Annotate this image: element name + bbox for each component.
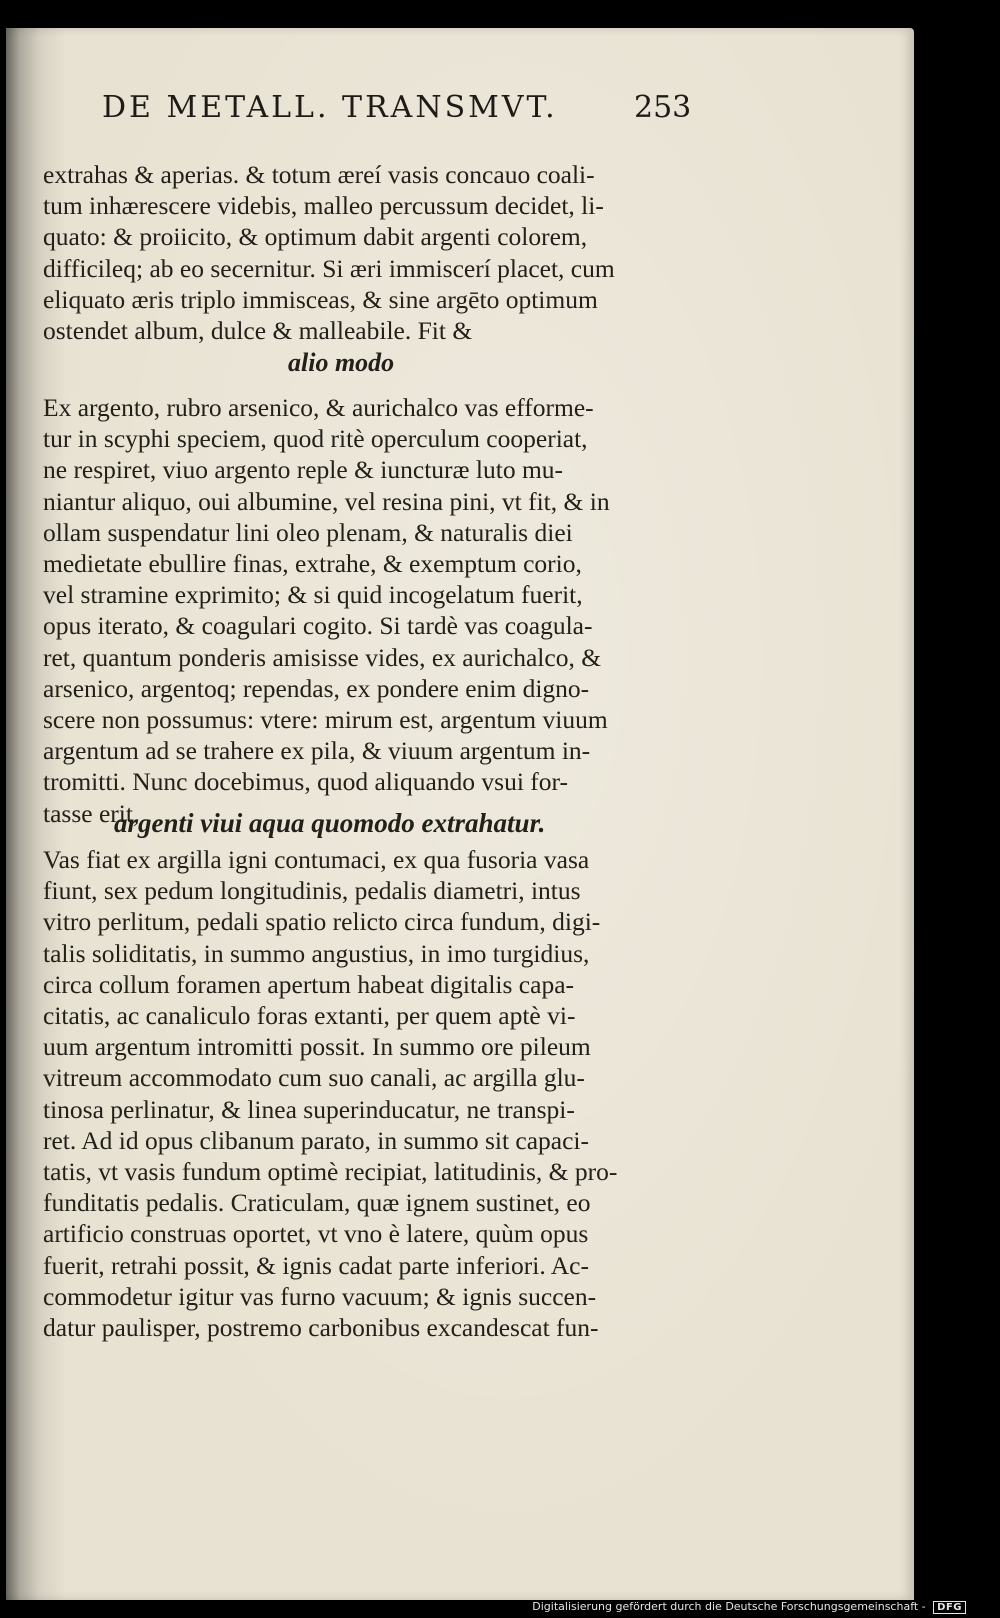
text-line: circa collum foramen apertum habeat digitalis capa- — [43, 969, 575, 999]
text-line: difficileq; ab eo secernitur. Si æri immiscerí placet, cum — [43, 253, 615, 283]
text-line: scere non possumus: vtere: mirum est, argentum viuum — [43, 705, 608, 735]
text-line: niantur aliquo, oui albumine, vel resina pini, vt fit, & in — [43, 486, 610, 516]
text-line: commodetur igitur vas furno vacuum; & ignis succen- — [43, 1281, 597, 1311]
text-line: tur in scyphi speciem, quod ritè operculum cooperiat, — [43, 424, 588, 454]
text-line: funditatis pedalis. Craticulam, quæ ignem sustinet, eo — [43, 1188, 591, 1218]
text-line: Vas fiat ex argilla igni contumaci, ex qua fusoria vasa — [43, 845, 590, 874]
text-line: Ex argento, rubro arsenico, & aurichalco vas efforme- — [43, 393, 594, 422]
text-line: datur paulisper, postremo carbonibus excandescat fun- — [43, 1313, 599, 1343]
section-heading-argenti-viui: argenti viui aqua quomodo extrahatur. — [114, 808, 546, 838]
text-line: tatis, vt vasis fundum optimè recipiat, latitudinis, & pro- — [43, 1157, 618, 1187]
text-line: uum argentum intromitti possit. In summo ore pileum — [43, 1032, 591, 1062]
text-line: vel stramine exprimito; & si quid incogelatum fuerit, — [43, 580, 583, 610]
text-line: quato: & proiicito, & optimum dabit argenti colorem, — [43, 222, 588, 252]
text-line: artificio construas oportet, vt vno è latere, quùm opus — [43, 1219, 589, 1249]
paragraph-3 — [43, 844, 688, 1343]
text-line: ollam suspendatur lini oleo plenam, & naturalis diei — [43, 517, 573, 547]
text-line: ret, quantum ponderis amisisse vides, ex aurichalco, & — [43, 642, 602, 672]
text-line: tum inhærescere videbis, malleo percussum decidet, li- — [43, 191, 604, 221]
text-line: opus iterato, & coagulari cogito. Si tardè vas coagula- — [43, 611, 593, 641]
text-line: extrahas & aperias. & totum æreí vasis concauo coali- — [43, 160, 595, 189]
text-line: citatis, ac canaliculo foras extanti, per quem aptè vi- — [43, 1001, 576, 1031]
section-heading-alio-modo: alio modo — [288, 348, 395, 377]
running-head: DE METALL. TRANSMVT. — [102, 90, 558, 125]
text-line: ostendet album, dulce & malleabile. Fit & — [43, 316, 473, 346]
text-line: medietate ebullire finas, extrahe, & exemptum corio, — [43, 549, 582, 579]
paragraph-2 — [43, 392, 688, 829]
book-page — [6, 28, 914, 1600]
text-line: ne respiret, viuo argento reple & iuncturæ luto mu- — [43, 455, 564, 485]
text-line: eliquato æris triplo immisceas, & sine argēto optimum — [43, 284, 598, 314]
text-line: talis soliditatis, in summo angustius, in imo turgidius, — [43, 938, 590, 968]
text-line: tasse erit, — [43, 798, 140, 828]
text-line: fiunt, sex pedum longitudinis, pedalis diametri, intus — [43, 876, 581, 906]
text-line: fuerit, retrahi possit, & ignis cadat parte inferiori. Ac- — [43, 1250, 589, 1280]
text-line: argentum ad se trahere ex pila, & viuum argentum in- — [43, 736, 591, 766]
text-line: ret. Ad id opus clibanum parato, in summo sit capaci- — [43, 1125, 590, 1155]
credit-text: Digitalisierung gefördert durch die Deutsche Forschungsgemeinschaft - — [532, 1600, 926, 1613]
text-line: vitreum accommodato cum suo canali, ac argilla glu- — [43, 1063, 585, 1093]
text-line: tromitti. Nunc docebimus, quod aliquando vsui for- — [43, 767, 568, 797]
digitization-credit — [532, 1600, 966, 1614]
text-line: tinosa perlinatur, & linea superinducatur, ne transpi- — [43, 1094, 575, 1124]
text-line: arsenico, argentoq; rependas, ex pondere enim digno- — [43, 673, 590, 703]
page-number: 253 — [634, 90, 692, 125]
dfg-logo: DFG — [933, 1601, 966, 1614]
text-line: vitro perlitum, pedali spatio relicto circa fundum, digi- — [43, 907, 601, 937]
paragraph-1 — [43, 159, 688, 346]
